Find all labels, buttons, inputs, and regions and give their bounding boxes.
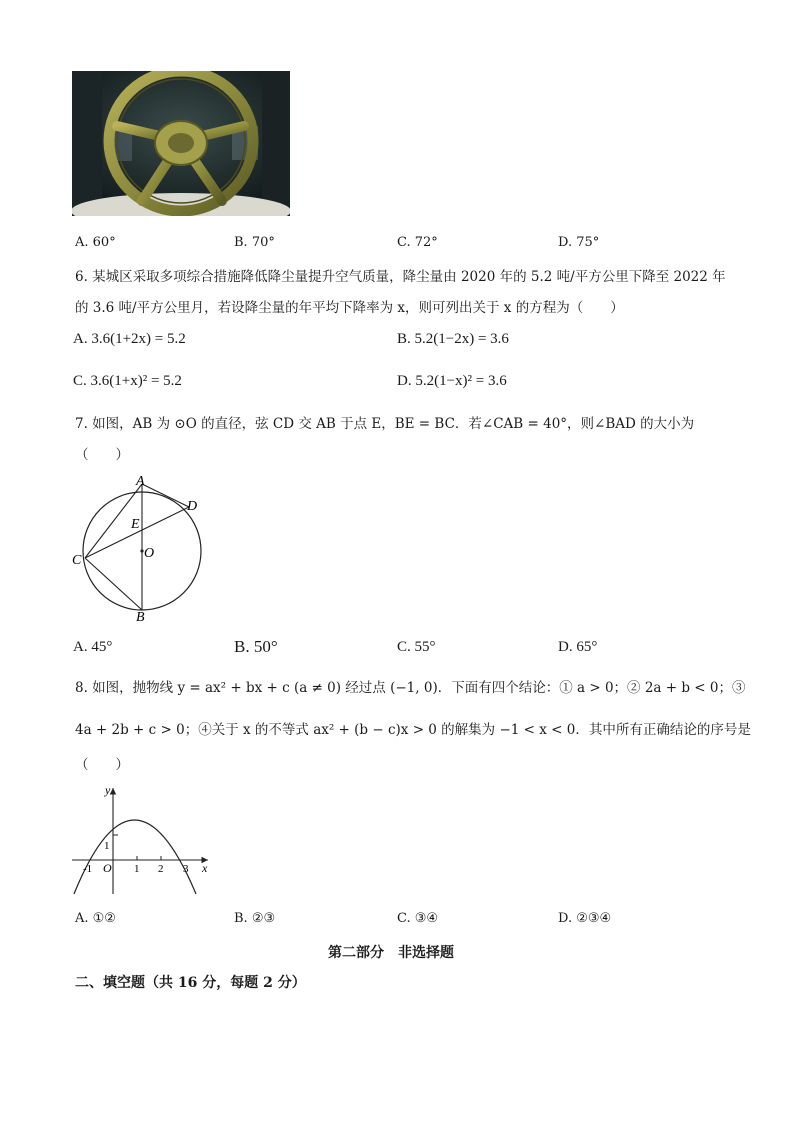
q6-option-a[interactable]: A. 3.6(1+2x) = 5.2 xyxy=(73,331,186,347)
q8-stem-line2: 4a + 2b + c > 0；④关于 x 的不等式 ax² + (b − c)x > 0 的解集为 −1 < x < 0．其中所有正确结论的序号是 xyxy=(75,722,751,738)
label-b: B xyxy=(136,610,145,624)
label-a: A xyxy=(136,474,145,489)
x-label: x xyxy=(202,861,208,875)
origin-label: O xyxy=(103,861,112,875)
section2-title: 二、填空题（共 16 分，每题 2 分） xyxy=(75,975,306,991)
y-label: y xyxy=(105,783,111,797)
q8-option-c[interactable]: C. ③④ xyxy=(397,911,439,926)
q8-stem-line1: 8. 如图，抛物线 y = ax² + bx + c (a ≠ 0) 经过点 (−1, 0)．下面有四个结论：① a > 0；② 2a + b < 0；③ xyxy=(75,680,746,696)
q7-option-b[interactable]: B. 50° xyxy=(234,637,278,656)
q6-stem-line2: 的 3.6 吨/平方公里月，若设降尘量的年平均下降率为 x，则可列出关于 x 的方程为（ ） xyxy=(75,300,624,316)
q6-option-c[interactable]: C. 3.6(1+x)² = 5.2 xyxy=(73,373,182,389)
q8-stem-line3: （ ） xyxy=(75,757,129,773)
q8-option-a[interactable]: A. ①② xyxy=(75,911,116,926)
q5-option-a[interactable]: A. 60° xyxy=(75,235,116,250)
parabola-curve xyxy=(74,820,196,894)
q7-option-d[interactable]: D. 65° xyxy=(558,639,598,655)
q7-stem-line2: （ ） xyxy=(75,447,129,463)
tick-2: 2 xyxy=(158,863,164,875)
tick-neg1: -1 xyxy=(83,863,93,875)
q5-option-d[interactable]: D. 75° xyxy=(558,235,600,250)
q8-option-b[interactable]: B. ②③ xyxy=(234,911,276,926)
q7-stem-line1: 7. 如图，AB 为 ⊙O 的直径，弦 CD 交 AB 于点 E，BE = BC．若∠CAB = 40°，则∠BAD 的大小为 xyxy=(75,416,695,432)
bronze-wheel-photo xyxy=(72,71,290,216)
q8-option-d[interactable]: D. ②③④ xyxy=(558,911,612,926)
q6-stem-line1: 6. 某城区采取多项综合措施降低降尘量提升空气质量，降尘量由 2020 年的 5.2 吨/平方公里下降至 2022 年 xyxy=(75,269,726,285)
label-d: D xyxy=(187,499,198,514)
part2-title: 第二部分 非选择题 xyxy=(328,945,454,961)
q6-option-d[interactable]: D. 5.2(1−x)² = 3.6 xyxy=(397,373,507,389)
segment-ad xyxy=(142,484,189,507)
label-e: E xyxy=(131,517,140,532)
q7-option-a[interactable]: A. 45° xyxy=(73,639,113,655)
q8-parabola-graph xyxy=(68,782,218,898)
tick-3: 3 xyxy=(183,863,189,875)
label-c: C xyxy=(72,553,82,568)
chord-cd xyxy=(85,507,189,558)
q5-option-b[interactable]: B. 70° xyxy=(234,235,275,250)
tick-y1: 1 xyxy=(104,840,110,852)
q7-option-c[interactable]: C. 55° xyxy=(397,639,436,655)
q7-circle-figure xyxy=(68,472,208,624)
q5-option-c[interactable]: C. 72° xyxy=(397,235,438,250)
q6-option-b[interactable]: B. 5.2(1−2x) = 3.6 xyxy=(397,331,509,347)
tick-1: 1 xyxy=(134,863,140,875)
label-o: O xyxy=(144,546,155,561)
